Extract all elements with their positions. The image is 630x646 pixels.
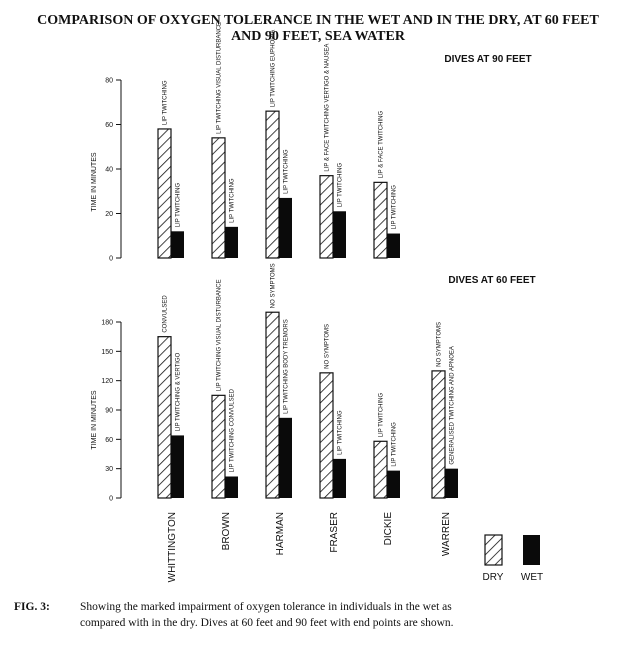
- panel-60-bar-wet: [279, 418, 292, 498]
- panel-90-bar-wet: [225, 227, 238, 258]
- panel-60-tick-label: 90: [105, 407, 113, 415]
- panel-60-annotation-wet: LIP TWITCHING CONVULSED: [229, 389, 236, 473]
- panel-60-tick-label: 180: [101, 319, 113, 327]
- panel-90-ylabel: TIME IN MINUTES: [91, 152, 98, 212]
- panel-90-ticks: [105, 78, 121, 263]
- legend-wet-label: WET: [520, 572, 544, 583]
- panel-60-annotation-wet: LIP TWITCHING BODY TREMORS: [283, 319, 290, 414]
- diver-name-label: BROWN: [221, 512, 232, 551]
- panel-60-annotation-dry: LIP TWITCHING: [378, 392, 385, 438]
- panel-90-annotation-dry: LIP & FACE TWITCHING VERTIGO & NAUSEA: [324, 43, 331, 172]
- legend-dry-label: DRY: [482, 572, 504, 583]
- panel-90-annotation-wet: LIP TWITCHING: [229, 178, 236, 223]
- diver-name-label: WARREN: [441, 512, 452, 557]
- panel-90-bar-dry: [212, 138, 225, 258]
- panel-60-annotation-dry: LIP TWITCHING VISUAL DISTURBANCE: [216, 279, 223, 392]
- panel-60-bar-wet: [225, 476, 238, 498]
- panel-90-annotation-wet: LIP TWITCHING: [175, 182, 182, 228]
- panel-90-annotation-wet: LIP TWITCHING: [391, 185, 398, 230]
- panel-60-bars: [158, 263, 458, 498]
- panel-90-bar-wet: [279, 198, 292, 258]
- caption-line2: compared with in the dry. Dives at 60 feet and 90 feet with end points are shown.: [80, 617, 454, 629]
- panel-90-bar-dry: [266, 111, 279, 258]
- panel-90-annotation-wet: LIP TWITCHING: [283, 149, 290, 194]
- panel-60-tick-label: 120: [101, 378, 113, 386]
- panel-90-tick-label: 40: [105, 166, 113, 174]
- diver-name-label: FRASER: [329, 512, 340, 553]
- panel-60-annotation-wet: LIP TWITCHING: [337, 410, 344, 455]
- caption-line1: Showing the marked impairment of oxygen tolerance in individuals in the wet as: [80, 601, 452, 613]
- panel-60-bar-wet: [171, 435, 184, 498]
- panel-60-bar-dry: [374, 441, 387, 498]
- panel-60-bar-dry: [320, 373, 333, 498]
- legend-dry-swatch: [485, 535, 502, 565]
- panel-60-bar-dry: [212, 395, 225, 498]
- panel-60-annotation-dry: NO SYMPTOMS: [270, 263, 277, 309]
- legend: [483, 535, 544, 583]
- panel-90-bar-wet: [171, 231, 184, 258]
- diver-names: [167, 512, 452, 583]
- panel-90-tick-label: 20: [105, 211, 113, 218]
- panel-60-tick-label: 60: [105, 436, 113, 444]
- panel-60-annotation-wet: GENERALISED TWITCHING AND APNOEA: [449, 346, 456, 465]
- panel-60-tick-label: 150: [101, 348, 113, 356]
- panel-60-annotation-dry: NO SYMPTOMS: [436, 321, 443, 367]
- panel-60-tick-label: 0: [109, 495, 113, 503]
- panel-60-bar-dry: [266, 312, 279, 498]
- caption-label: FIG. 3:: [14, 601, 50, 613]
- caption: [14, 601, 454, 629]
- panel-90-annotation-dry: LIP TWITCHING VISUAL DISTURBANCE: [216, 21, 223, 134]
- panel-60-annotation-dry: NO SYMPTOMS: [324, 323, 331, 369]
- diver-name-label: WHITTINGTON: [167, 512, 178, 583]
- panel-60-tick-label: 30: [105, 466, 113, 474]
- panel-60-bar-dry: [158, 337, 171, 498]
- panel-90-annotation-dry: LIP & FACE TWITCHING: [378, 110, 385, 179]
- legend-wet-swatch: [523, 535, 540, 565]
- panel-90-annotation-dry: LIP TWITCHING EUPHORIA: [270, 29, 277, 108]
- panel-90-tick-label: 0: [109, 255, 113, 263]
- diver-name-label: DICKIE: [383, 512, 394, 546]
- panel-60-annotation-wet: LIP TWITCHING & VERTIGO: [175, 352, 182, 432]
- panel-90-bar-wet: [333, 211, 346, 258]
- figure-title-line2: AND 90 FEET, SEA WATER: [231, 29, 405, 44]
- panel-90-tick-label: 60: [105, 122, 113, 129]
- figure-title-line1: COMPARISON OF OXYGEN TOLERANCE IN THE WET AND IN THE DRY, AT 60 FEET: [37, 13, 599, 28]
- panel-90-title: DIVES AT 90 FEET: [444, 54, 532, 65]
- panel-90-annotation-dry: LIP TWITCHING: [162, 80, 169, 125]
- panel-60-bar-wet: [387, 471, 400, 498]
- panel-60-bar-dry: [432, 371, 445, 498]
- panel-60-bar-wet: [445, 469, 458, 498]
- panel-60-annotation-wet: LIP TWITCHING: [391, 422, 398, 467]
- diver-name-label: HARMAN: [275, 512, 286, 556]
- panel-60-title: DIVES AT 60 FEET: [448, 275, 536, 286]
- panel-90-bars: [158, 22, 400, 258]
- panel-90-bar-wet: [387, 234, 400, 258]
- panel-60-bar-wet: [333, 459, 346, 498]
- panel-60-annotation-dry: CONVULSED: [162, 295, 169, 333]
- panel-60-ticks: [101, 320, 121, 503]
- panel-60-feet: [91, 263, 536, 502]
- panel-90-bar-dry: [158, 129, 171, 258]
- panel-90-annotation-wet: LIP TWITCHING: [337, 162, 344, 208]
- panel-90-bar-dry: [320, 176, 333, 258]
- panel-90-bar-dry: [374, 182, 387, 258]
- panel-60-ylabel: TIME IN MINUTES: [91, 390, 98, 450]
- panel-90-tick-label: 80: [105, 77, 113, 85]
- panel-90-feet: [91, 22, 532, 263]
